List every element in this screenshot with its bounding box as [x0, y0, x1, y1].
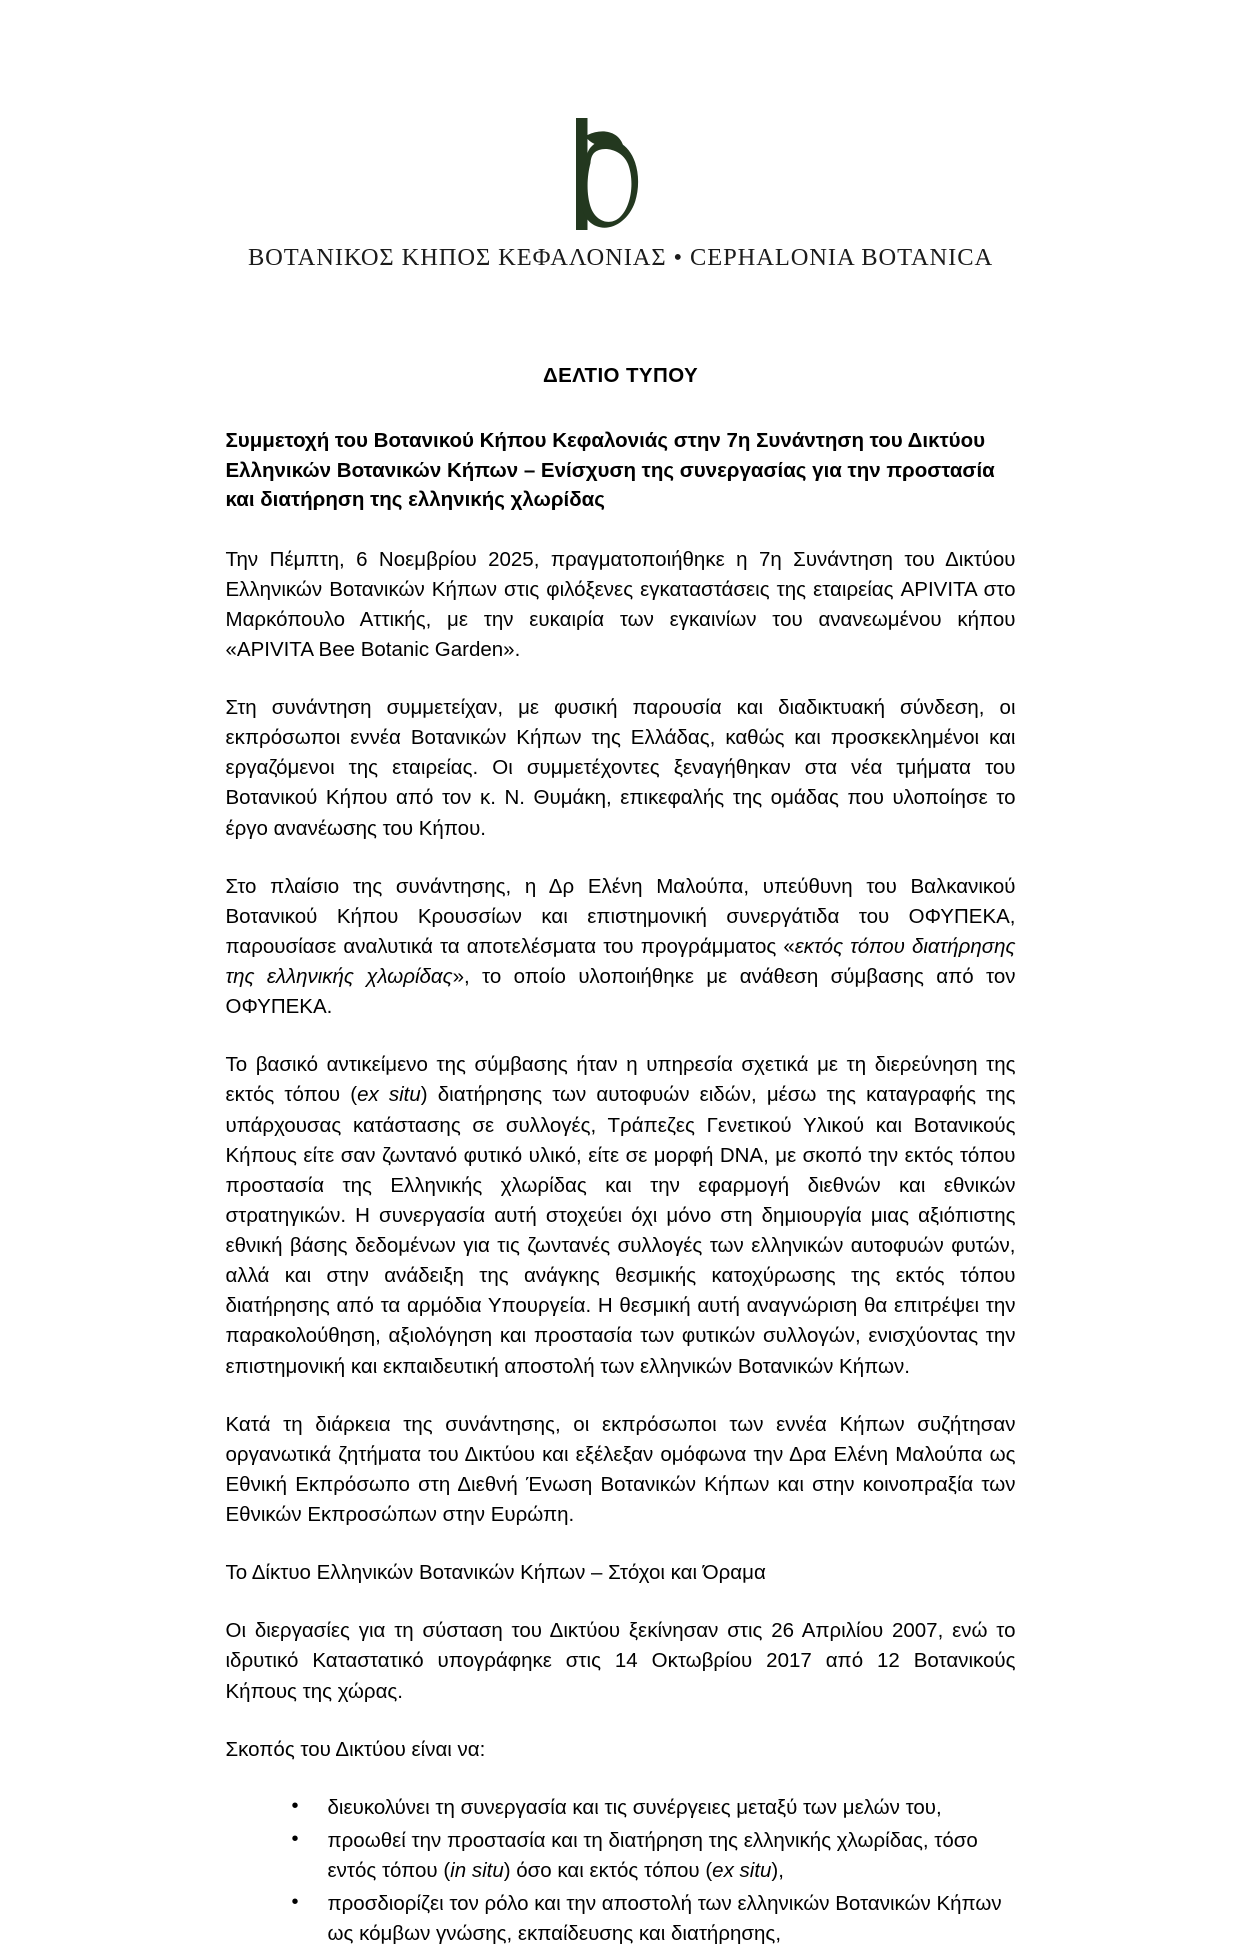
paragraph-history: Οι διεργασίες για τη σύσταση του Δικτύου ξεκίνησαν στις 26 Απριλίου 2007, ενώ το ιδρυτικό Καταστατικό υπογράφηκε στις 14 Οκτωβρίου 2017 από 12 Βοτανικούς Κήπους της χώρας.: [225, 1619, 1016, 1703]
paragraph-eleni-italic: εκτός τόπου διατήρησης της ελληνικής χλωρίδας: [225, 934, 1016, 989]
botanic-b-leaf-logo-icon: [562, 118, 680, 230]
list-item: [292, 1793, 1016, 1823]
aims-list: [226, 1793, 1016, 1949]
paragraph-eleni-part2: », το οποίο υλοποιήθηκε με ανάθεση σύμβασης από τον ΟΦΥΠΕΚΑ.: [225, 965, 1016, 1019]
brand-wordmark: ΒΟΤΑΝΙΚΟΣ ΚΗΠΟΣ ΚΕΦΑΛΟΝΙΑΣ • CEPHALONIA BOTANICA: [247, 244, 994, 271]
document-body: [226, 272, 1016, 1949]
aim-part3: ),: [771, 1859, 784, 1883]
page-title: ΔΕΛΤΙΟ ΤΥΠΟΥ: [542, 364, 699, 387]
paragraph-contract-part1: Το βασικό αντικείμενο της σύμβασης ήταν η υπηρεσία σχετικά με τη διερεύνηση της εκτός τόπου (: [225, 1053, 1016, 1107]
paragraph-contract-part2: ) διατήρησης των αυτοφυών ειδών, μέσω της καταγραφής της υπάρχουσας κατάστασης σε συλλογές, Τράπεζες Γενετικού Υλικού και Βοτανικούς Κήπους είτε σαν ζωντανό φυτικό υλικό, είτε σε μορφή DNA, με σκοπό την εκτός τόπου προστασία της Ελληνικής χλωρίδας και την εφαρμογή διεθνών και εθνικών στρατηγικών. Η συνεργασία αυτή στοχεύει όχι μόνο στη δημιουργία μιας αξιόπιστης εθνική βάσης δεδομένων για τις ζωντανές συλλογές των ελληνικών αυτοφυών φυτών, αλλά και στην ανάδειξη της ανάγκης θεσμικής κατοχύρωσης της εκτός τόπου διατήρησης από τα αρμόδια Υπουργεία. Η θεσμική αυτή αναγνώριση θα επιτρέψει την παρακολούθηση, αξιολόγηση και προστασία των φυτικών συλλογών, ενισχύοντας την επιστημονική και εκπαιδευτική αποστολή των ελληνικών Βοτανικών Κήπων.: [225, 1083, 1016, 1378]
letterhead: [0, 0, 1241, 272]
headline: Συμμετοχή του Βοτανικού Κήπου Κεφαλονιάς στην 7η Συνάντηση του Δικτύου Ελληνικών Βοτανικών Κήπων – Ενίσχυση της συνεργασίας για την προστασία και διατήρηση της ελληνικής χλωρίδας: [225, 429, 995, 512]
list-item: [292, 1889, 1016, 1949]
paragraph-intro: Την Πέμπτη, 6 Νοεμβρίου 2025, πραγματοποιήθηκε η 7η Συνάντηση του Δικτύου Ελληνικών Βοτανικών Κήπων στις φιλόξενες εγκαταστάσεις της εταιρείας APIVITA στο Μαρκόπουλο Αττικής, με την ευκαιρία των εγκαινίων του ανανεωμένου κήπου «APIVITA Bee Botanic Garden».: [225, 547, 1016, 661]
paragraph-contract: [226, 1050, 1016, 1381]
paragraph-eleni: [226, 872, 1016, 1023]
aim-italic2: ex situ: [712, 1859, 772, 1883]
paragraph-participants: Στη συνάντηση συμμετείχαν, με φυσική παρουσία και διαδικτυακή σύνδεση, οι εκπρόσωποι εννέα Βοτανικών Κήπων της Ελλάδας, καθώς και προσκεκλημένοι και εργαζόμενοι της εταιρείας. Οι συμμετέχοντες ξεναγήθηκαν στα νέα τμήματα του Βοτανικού Κήπου από τον κ. Ν. Θυμάκη, επικεφαλής της ομάδας που υλοποίησε το έργο ανανέωσης του Κήπου.: [225, 696, 1016, 840]
aim-part1: προσδιορίζει τον ρόλο και την αποστολή των ελληνικών Βοτανικών Κήπων ως κόμβων γνώσης, εκπαίδευσης και διατήρησης,: [327, 1892, 1002, 1946]
aim-italic1: in situ: [450, 1859, 504, 1883]
aim-part1: διευκολύνει τη συνεργασία και τις συνέργειες μεταξύ των μελών του,: [327, 1795, 942, 1819]
aims-intro: Σκοπός του Δικτύου είναι να:: [225, 1737, 486, 1761]
aim-part2: ) όσο και εκτός τόπου (: [503, 1859, 713, 1883]
section-heading-network: Το Δίκτυο Ελληνικών Βοτανικών Κήπων – Στόχοι και Όραμα: [225, 1561, 766, 1585]
list-item: [292, 1826, 1016, 1886]
paragraph-contract-italic: ex situ: [357, 1083, 421, 1107]
paragraph-eleni-part1: Στο πλαίσιο της συνάντησης, η Δρ Ελένη Μαλούπα, υπεύθυνη του Βαλκανικού Βοτανικού Κήπου Κρουσσίων και επιστημονική συνεργάτιδα του ΟΦΥΠΕΚΑ, παρουσίασε αναλυτικά τα αποτελέσματα του προγράμματος «: [225, 874, 1016, 958]
aim-part1: προωθεί την προστασία και τη διατήρηση της ελληνικής χλωρίδας, τόσο εντός τόπου (: [327, 1828, 978, 1883]
paragraph-meeting: Κατά τη διάρκεια της συνάντησης, οι εκπρόσωποι των εννέα Κήπων συζήτησαν οργανωτικά ζητήματα του Δικτύου και εξέλεξαν ομόφωνα την Δρα Ελένη Μαλούπα ως Εθνική Εκπρόσωπο στη Διεθνή Ένωση Βοτανικών Κήπων και στην κοινοπραξία των Εθνικών Εκπροσώπων στην Ευρώπη.: [225, 1412, 1016, 1527]
